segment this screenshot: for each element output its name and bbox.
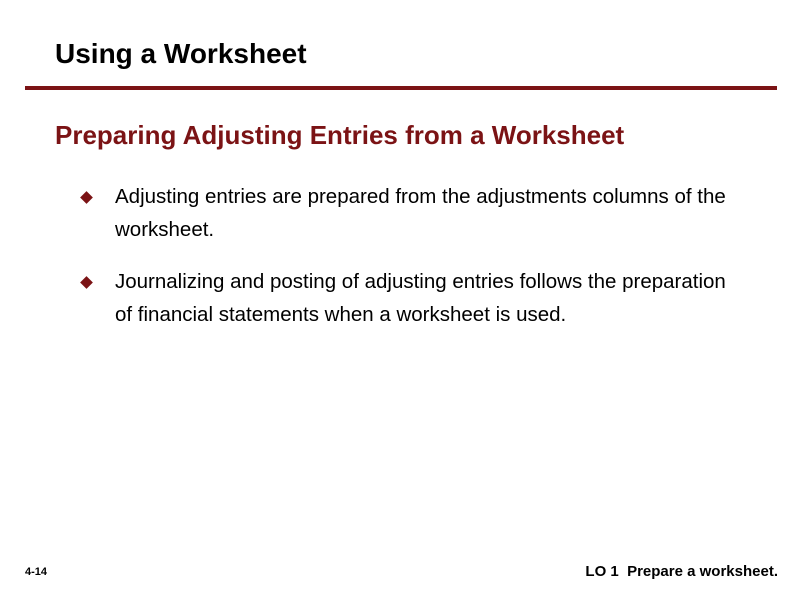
learning-objective: LO 1 Prepare a worksheet. xyxy=(585,563,778,580)
section-heading: Preparing Adjusting Entries from a Worksheet xyxy=(55,120,625,150)
title-divider xyxy=(25,86,777,90)
bullet-item xyxy=(80,180,740,246)
bullet-list xyxy=(80,180,740,350)
bullet-text: Journalizing and posting of adjusting entries follows the preparation of financial statements when a worksheet is used. xyxy=(115,270,726,326)
page-number: 4-14 xyxy=(25,566,48,578)
diamond-icon xyxy=(80,276,93,289)
bullet-item xyxy=(80,265,740,331)
bullet-text: Adjusting entries are prepared from the adjustments columns of the worksheet. xyxy=(115,185,726,241)
diamond-icon xyxy=(80,191,93,204)
slide-title: Using a Worksheet xyxy=(55,38,307,69)
